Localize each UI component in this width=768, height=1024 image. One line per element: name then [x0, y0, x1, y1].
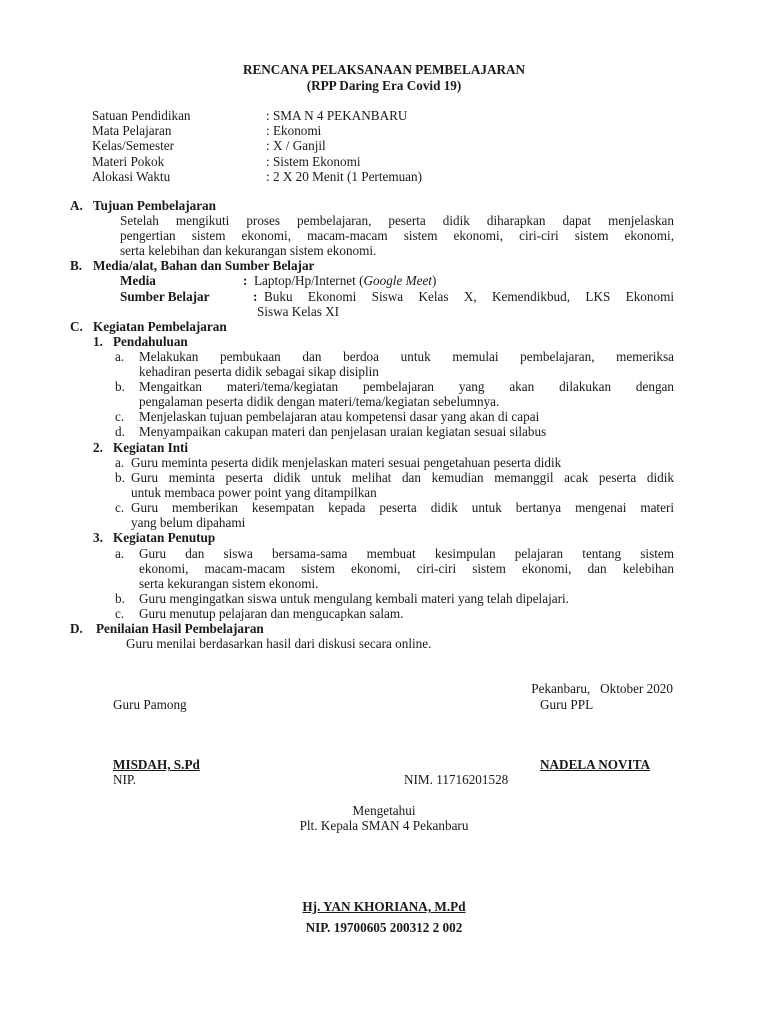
item-line: Guru mengingatkan siswa untuk mengulang kembali materi yang telah dipelajari.: [139, 591, 569, 606]
identity-row: [92, 123, 422, 138]
identity-value: : X / Ganjil: [266, 138, 326, 154]
section-a-title: Tujuan Pembelajaran: [93, 198, 216, 213]
identity-label: Satuan Pendidikan: [92, 108, 191, 123]
identity-block: [92, 108, 422, 184]
section-a-letter: A.: [70, 198, 83, 213]
item-line: ekonomi, macam-macam sistem ekonomi, ciri-ciri sistem ekonomi, dan kelebihan: [139, 561, 674, 576]
sumber-colon: :: [253, 289, 258, 304]
left-name: MISDAH, S.Pd: [113, 757, 200, 772]
part-1-title: Pendahuluan: [113, 334, 188, 349]
identity-row: [92, 108, 422, 123]
item-line: yang belum dipahami: [131, 515, 246, 530]
mengetahui: [0, 803, 768, 818]
identity-value: : 2 X 20 Menit (1 Pertemuan): [266, 168, 423, 184]
place-date: Pekanbaru, Oktober 2020: [531, 681, 673, 696]
part-2-num: 2.: [93, 440, 103, 455]
section-d-text: Guru menilai berdasarkan hasil dari diskusi secara online.: [126, 636, 432, 651]
item-letter: d.: [115, 424, 125, 439]
section-a-text-line: serta kelebihan dan kekurangan sistem ekonomi.: [120, 243, 377, 258]
item-letter: b.: [115, 379, 125, 394]
part-2-title: Kegiatan Inti: [113, 440, 189, 455]
item-line: Guru memberikan kesempatan kepada peserta didik untuk bertanya mengenai materi: [131, 500, 674, 515]
part-3-title: Kegiatan Penutup: [113, 530, 216, 545]
section-b-letter: B.: [70, 258, 83, 273]
item-line: Guru dan siswa bersama-sama membuat kesimpulan pelajaran tentang sistem: [139, 546, 674, 561]
identity-value: : Ekonomi: [266, 123, 322, 139]
section-c-title: Kegiatan Pembelajaran: [93, 319, 227, 334]
item-letter: b.: [115, 591, 125, 606]
document-title: RENCANA PELAKSANAAN PEMBELAJARAN: [242, 62, 526, 77]
item-line: Menyampaikan cakupan materi dan penjelasan uraian kegiatan sesuai silabus: [139, 424, 547, 439]
media-value-italic: Google Meet: [363, 273, 432, 288]
identity-row: [92, 169, 422, 184]
item-line: Melakukan pembukaan dan berdoa untuk memulai pembelajaran, memeriksa: [139, 349, 674, 364]
identity-label: Kelas/Semester: [92, 138, 175, 154]
mengetahui-text: Mengetahui: [352, 803, 416, 818]
head-nip: NIP. 19700605 200312 2 002: [305, 920, 463, 935]
item-line: pengalaman peserta didik dengan materi/tema/kegiatan sebelumnya.: [139, 394, 500, 409]
item-letter: c.: [115, 500, 125, 515]
identity-label: Materi Pokok: [92, 153, 165, 169]
item-letter: a.: [115, 349, 125, 364]
document-subtitle: (RPP Daring Era Covid 19): [306, 78, 462, 93]
item-line: Mengaitkan materi/tema/kegiatan pembelajaran yang akan dilakukan dengan: [139, 379, 674, 394]
left-role: Guru Pamong: [113, 697, 187, 712]
section-b-title: Media/alat, Bahan dan Sumber Belajar: [93, 258, 315, 273]
right-role: Guru PPL: [540, 697, 594, 712]
item-letter: a.: [115, 455, 125, 470]
item-line: serta kekurangan sistem ekonomi.: [139, 576, 319, 591]
section-a-text-line: Setelah mengikuti proses pembelajaran, peserta didik diharapkan dapat menjelaskan: [120, 213, 674, 228]
part-3-num: 3.: [93, 530, 103, 545]
right-name: NADELA NOVITA: [540, 757, 651, 772]
item-letter: c.: [115, 606, 125, 621]
section-a-text-line: pengertian sistem ekonomi, macam-macam sistem ekonomi, ciri-ciri sistem ekonomi,: [120, 228, 674, 243]
item-letter: c.: [115, 409, 125, 424]
section-d-title: Penilaian Hasil Pembelajaran: [96, 621, 264, 636]
head-name: [0, 899, 768, 914]
item-line: untuk membaca power point yang ditampilkan: [131, 485, 377, 500]
identity-label: Mata Pelajaran: [92, 123, 172, 139]
media-value-text: Laptop/Hp/Internet (: [254, 273, 364, 288]
item-line: Guru menutup pelajaran dan mengucapkan salam.: [139, 606, 404, 621]
item-line: Menjelaskan tujuan pembelajaran atau kompetensi dasar yang akan di capai: [139, 409, 540, 424]
right-nim: NIM. 11716201528: [404, 772, 509, 787]
media-colon: :: [243, 273, 248, 288]
media-value-close: ): [431, 273, 437, 288]
identity-value: : SMA N 4 PEKANBARU: [266, 108, 408, 123]
part-1-num: 1.: [93, 334, 103, 349]
sumber-label: Sumber Belajar: [120, 289, 210, 304]
sumber-line: Siswa Kelas XI: [257, 304, 340, 319]
item-line: Guru meminta peserta didik menjelaskan materi sesuai pengetahuan peserta didik: [131, 455, 562, 470]
head-role: Plt. Kepala SMAN 4 Pekanbaru: [299, 818, 469, 833]
section-c-letter: C.: [70, 319, 83, 334]
identity-label: Alokasi Waktu: [92, 168, 171, 184]
media-label: Media: [120, 273, 156, 288]
identity-row: [92, 138, 422, 153]
item-letter: a.: [115, 546, 125, 561]
media-value: [254, 273, 436, 288]
section-d-letter: D.: [70, 621, 83, 636]
item-line: kehadiran peserta didik sebagai sikap disiplin: [139, 364, 379, 379]
item-line: Guru meminta peserta didik untuk melihat dan kemudian memanggil acak peserta didik: [131, 470, 674, 485]
identity-row: [92, 154, 422, 169]
left-nip: NIP.: [113, 772, 137, 787]
item-letter: b.: [115, 470, 125, 485]
sumber-line: Buku Ekonomi Siswa Kelas X, Kemendikbud, LKS Ekonomi: [264, 289, 674, 304]
identity-value: : Sistem Ekonomi: [266, 153, 361, 169]
head-name-text: Hj. YAN KHORIANA, M.Pd: [302, 899, 466, 914]
